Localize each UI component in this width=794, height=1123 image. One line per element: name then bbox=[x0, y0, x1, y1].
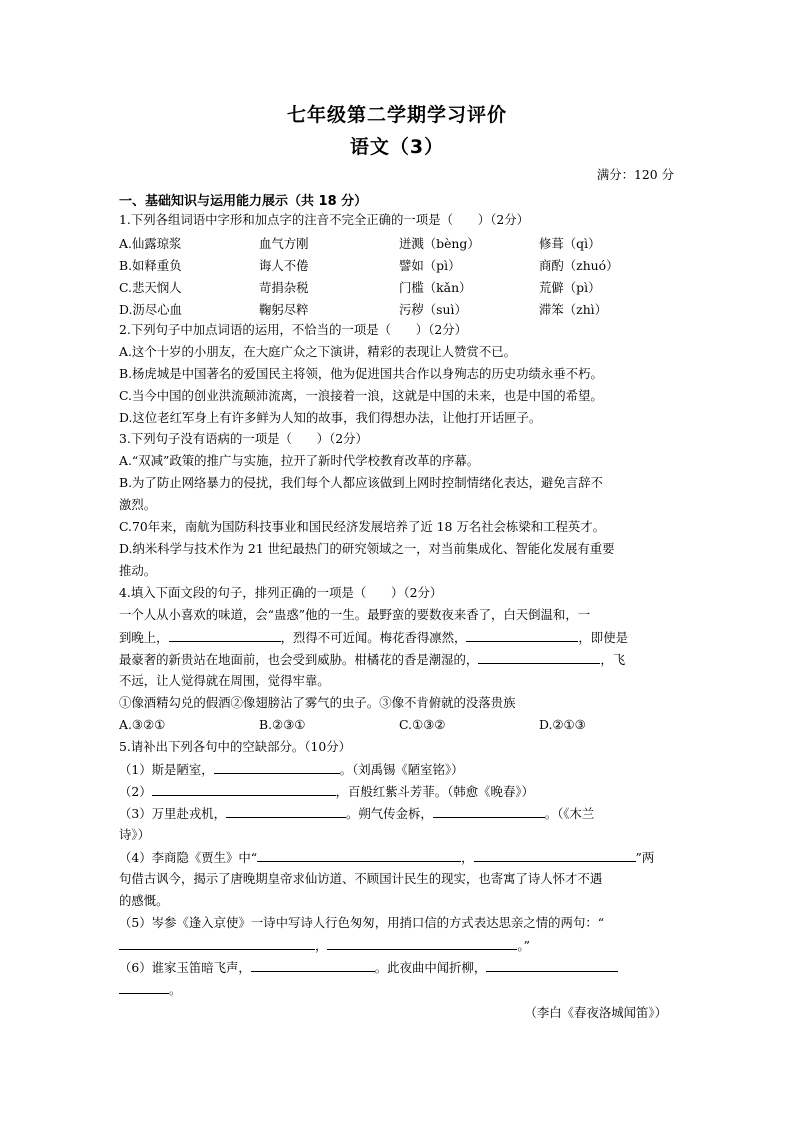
q5-item-1 bbox=[119, 761, 675, 778]
q1-row4-col4: 滞笨（zhì） bbox=[539, 302, 608, 317]
q4-passage-line3 bbox=[119, 651, 675, 668]
q5-text: ， bbox=[461, 850, 474, 865]
q5-text: 。（《木兰 bbox=[544, 806, 595, 821]
q4-text: ，烈得不可近闻。梅花香得凛然， bbox=[280, 630, 467, 645]
q5-text: （3）万里赴戎机， bbox=[119, 806, 227, 821]
q4-passage-line2 bbox=[119, 629, 675, 646]
q4-text: 最豪奢的新贵站在地面前，也会受到威胁。柑橘花的香是潮湿的， bbox=[119, 652, 479, 667]
q5-text: 。朔气传金柝， bbox=[346, 806, 433, 821]
total-score: 满分：120 分 bbox=[596, 167, 674, 182]
q1-row2-col1: B.如释重负 bbox=[119, 258, 182, 273]
q5-text: 。 bbox=[169, 982, 182, 997]
fill-blank[interactable] bbox=[327, 937, 517, 950]
q4-option-b: B.②③① bbox=[259, 717, 306, 732]
q1-row2-col4: 商酌（zhuó） bbox=[539, 258, 619, 273]
q5-text: 。此夜曲中闻折柳， bbox=[374, 960, 487, 975]
fill-blank[interactable] bbox=[433, 805, 545, 818]
q1-row3-col3: 门槛（kǎn） bbox=[399, 280, 472, 295]
q1-row1-col4: 修葺（qì） bbox=[539, 236, 601, 251]
q1-row4-col3: 污秽（suì） bbox=[399, 302, 467, 317]
q5-item-5: （5）岑参《逢入京使》一诗中写诗人行色匆匆，用捎口信的方式表达思亲之情的两句：“ bbox=[119, 915, 605, 930]
q5-item-2 bbox=[119, 783, 675, 800]
q5-text: ， bbox=[315, 938, 328, 953]
fill-blank[interactable] bbox=[251, 959, 375, 972]
q1-row1-col1: A.仙露琼浆 bbox=[119, 236, 182, 251]
q4-option-c: C.①③② bbox=[399, 717, 446, 732]
q5-item-6-line2 bbox=[119, 981, 675, 998]
q3-option-d-line1: D.纳米科学与技术作为 21 世纪最热门的研究领域之一，对当前集成化、智能化发展有重要 bbox=[119, 541, 615, 556]
q3-option-d-line2: 推动。 bbox=[119, 563, 157, 578]
q5-text: （6）谁家玉笛暗飞声， bbox=[119, 960, 251, 975]
q4-text: ，飞 bbox=[600, 652, 626, 667]
q1-row3-col4: 荒僻（pì） bbox=[539, 280, 601, 295]
q1-row3-col1: C.悲天悯人 bbox=[119, 280, 182, 295]
fill-blank[interactable] bbox=[474, 849, 636, 862]
q5-text: ，百般红紫斗芳菲。（韩愈《晚春》） bbox=[335, 784, 534, 799]
q5-item-3-cont: 诗》） bbox=[119, 827, 150, 842]
q5-item-5-line2 bbox=[119, 937, 675, 954]
fill-blank[interactable] bbox=[214, 761, 340, 774]
q1-row2-col3: 譬如（pì） bbox=[399, 258, 461, 273]
q2-option-c: C.当今中国的创业洪流颠沛流离，一浪接着一浪，这就是中国的未来，也是中国的希望。 bbox=[119, 388, 603, 403]
q3-option-c: C.70年来，南航为国防科技事业和国民经济发展培养了近 18 万名社会栋梁和工程英才。 bbox=[119, 519, 606, 534]
fill-blank[interactable] bbox=[226, 805, 346, 818]
fill-blank[interactable] bbox=[119, 937, 315, 950]
page-title: 七年级第二学期学习评价 bbox=[286, 104, 507, 126]
q3-option-b-line1: B.为了防止网络暴力的侵扰，我们每个人都应该做到上网时控制情绪化表达，避免言辞不 bbox=[119, 475, 603, 490]
q5-item-4-line2: 句借古讽今，揭示了唐晚期皇帝求仙访道、不顾国计民生的现实，也寄寓了诗人怀才不遇 bbox=[119, 871, 603, 886]
q3-option-b-line2: 激烈。 bbox=[119, 497, 157, 512]
q4-passage-line1: 一个人从小喜欢的味道，会“蛊惑”他的一生。最野蛮的要数夜来香了，白天倒温和，一 bbox=[119, 607, 591, 622]
page-subtitle: 语文（3） bbox=[349, 136, 445, 158]
q1-row4-col2: 鞠躬尽粹 bbox=[259, 302, 309, 317]
q5-item-4-line3: 的感慨。 bbox=[119, 893, 169, 908]
fill-blank[interactable] bbox=[257, 849, 461, 862]
q1-row2-col2: 诲人不倦 bbox=[259, 258, 309, 273]
q5-item-6-source: （李白《春夜洛城闻笛》） bbox=[524, 1005, 667, 1020]
q3-option-a: A.“双减”政策的推广与实施，拉开了新时代学校教育改革的序幕。 bbox=[119, 453, 480, 468]
q2-option-d: D.这位老红军身上有许多鲜为人知的故事，我们得想办法，让他打开话匣子。 bbox=[119, 410, 542, 425]
fill-blank[interactable] bbox=[152, 783, 336, 796]
q4-option-a: A.③②① bbox=[119, 717, 166, 732]
q5-item-6 bbox=[119, 959, 675, 976]
q1-stem: 1.下列各组词语中字形和加点字的注音不完全正确的一项是（ ）（2分） bbox=[119, 212, 530, 227]
q1-row3-col2: 苛捐杂税 bbox=[259, 280, 309, 295]
q5-stem: 5.请补出下列各句中的空缺部分。（10分） bbox=[119, 739, 352, 754]
q4-passage-line4: 不远，让人觉得就在周围，觉得牢靠。 bbox=[119, 673, 330, 688]
fill-blank[interactable] bbox=[169, 629, 281, 642]
q3-stem: 3.下列句子没有语病的一项是（ ）（2分） bbox=[119, 431, 368, 446]
q4-option-d: D.②①③ bbox=[539, 717, 586, 732]
q5-item-3 bbox=[119, 805, 675, 822]
section-title: 一、基础知识与运用能力展示（共 18 分） bbox=[119, 194, 368, 209]
fill-blank[interactable] bbox=[478, 651, 600, 664]
q1-row4-col1: D.沥尽心血 bbox=[119, 302, 182, 317]
fill-blank[interactable] bbox=[119, 981, 169, 994]
q4-text: ，即使是 bbox=[578, 630, 628, 645]
q5-text: 。（刘禹锡《陋室铭》） bbox=[339, 762, 464, 777]
q4-sentence-options: ①像酒精勾兑的假酒②像翅膀沾了雾气的虫子。③像不肯俯就的没落贵族 bbox=[119, 695, 516, 710]
q5-item-4 bbox=[119, 849, 675, 866]
q5-text: （4）李商隐《贾生》中“ bbox=[119, 850, 258, 865]
q2-option-b: B.杨虎城是中国著名的爱国民主将领，他为促进国共合作以身殉志的历史功绩永垂不朽。 bbox=[119, 366, 603, 381]
q5-text: （1）斯是陋室， bbox=[119, 762, 214, 777]
q2-option-a: A.这个十岁的小朋友，在大庭广众之下演讲，精彩的表现让人赞赏不已。 bbox=[119, 344, 516, 359]
fill-blank[interactable] bbox=[466, 629, 578, 642]
q1-row1-col2: 血气方刚 bbox=[259, 236, 309, 251]
q4-stem: 4.填入下面文段的句子，排列正确的一项是（ ）（2分） bbox=[119, 585, 443, 600]
fill-blank[interactable] bbox=[486, 959, 618, 972]
q4-text: 到晚上， bbox=[119, 630, 169, 645]
q2-stem: 2.下列句子中加点词语的运用，不恰当的一项是（ ）（2分） bbox=[119, 322, 468, 337]
q5-text: ”两 bbox=[635, 850, 655, 865]
q5-text: （2） bbox=[119, 784, 152, 799]
q5-text: 。” bbox=[517, 938, 530, 953]
q1-row1-col3: 迸溅（bèng） bbox=[399, 236, 480, 251]
